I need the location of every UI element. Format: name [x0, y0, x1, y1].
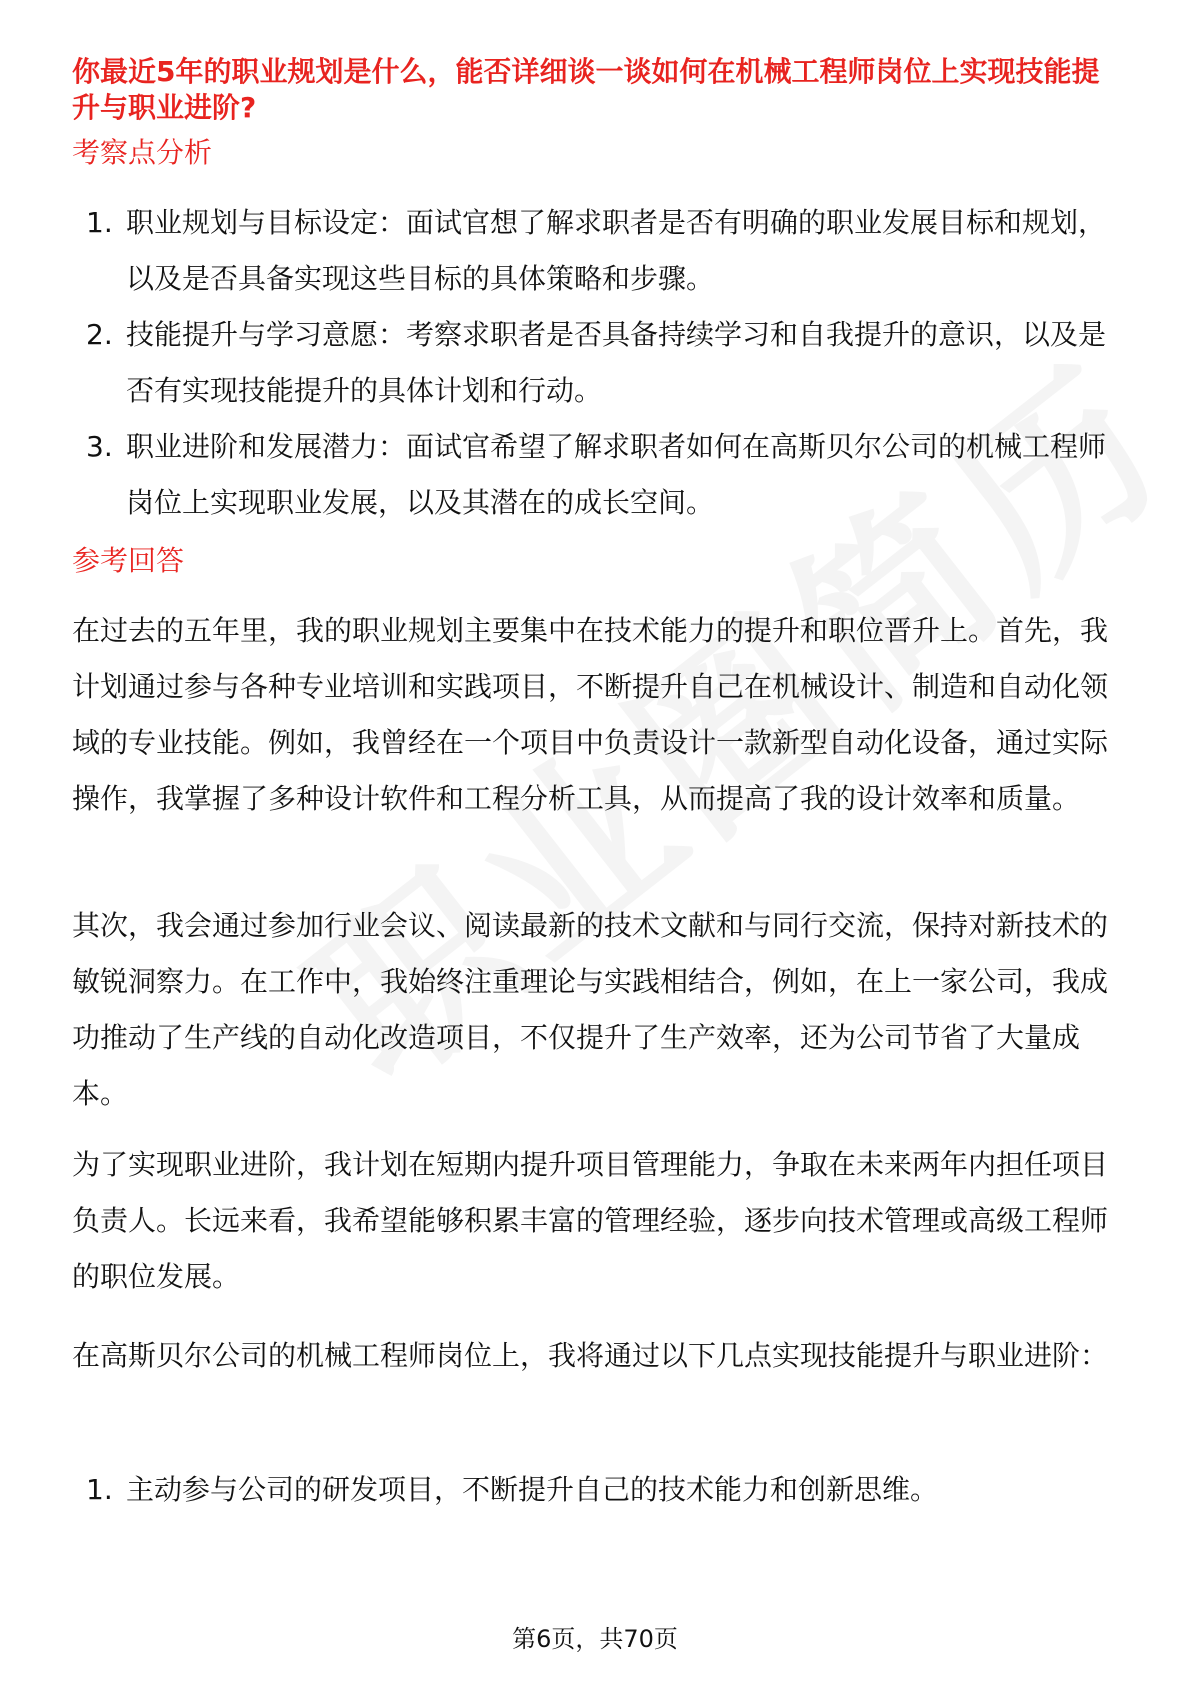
analysis-list-item: [0, 195, 1190, 307]
answer-list: [0, 1462, 1190, 1518]
answer-section-title: 参考回答: [72, 544, 185, 577]
list-number: 3.: [86, 430, 113, 463]
analysis-list-item: [0, 307, 1190, 419]
list-item-text: 技能提升与学习意愿：考察求职者是否具备持续学习和自我提升的意识，以及是否有实现技能提升的具体计划和行动。: [126, 318, 1107, 407]
page-footer: 第6页，共70页: [512, 1625, 678, 1653]
list-number: 1.: [86, 1473, 113, 1506]
list-number: 2.: [86, 318, 113, 351]
answer-paragraph: 为了实现职业进阶，我计划在短期内提升项目管理能力，争取在未来两年内担任项目负责人。长远来看，我希望能够积累丰富的管理经验，逐步向技术管理或高级工程师的职位发展。: [72, 1148, 1109, 1293]
answer-paragraph: 其次，我会通过参加行业会议、阅读最新的技术文献和与同行交流，保持对新技术的敏锐洞察力。在工作中，我始终注重理论与实践相结合，例如，在上一家公司，我成功推动了生产线的自动化改造项目，不仅提升了生产效率，还为公司节省了大量成本。: [72, 909, 1109, 1110]
analysis-list: [0, 195, 1190, 531]
answer-list-item: [0, 1462, 1190, 1518]
list-item-text: 主动参与公司的研发项目，不断提升自己的技术能力和创新思维。: [126, 1473, 939, 1506]
analysis-list-item: [0, 419, 1190, 531]
list-number: 1.: [86, 206, 113, 239]
question-heading: 你最近5年的职业规划是什么，能否详细谈一谈如何在机械工程师岗位上实现技能提升与职业进阶?: [72, 55, 1100, 124]
list-item-text: 职业规划与目标设定：面试官想了解求职者是否有明确的职业发展目标和规划，以及是否具备实现这些目标的具体策略和步骤。: [126, 206, 1107, 295]
answer-paragraph: 在高斯贝尔公司的机械工程师岗位上，我将通过以下几点实现技能提升与职业进阶：: [72, 1339, 1109, 1372]
analysis-section-title: 考察点分析: [72, 136, 213, 169]
list-item-text: 职业进阶和发展潜力：面试官希望了解求职者如何在高斯贝尔公司的机械工程师岗位上实现职业发展，以及其潜在的成长空间。: [126, 430, 1107, 519]
answer-paragraph: 在过去的五年里，我的职业规划主要集中在技术能力的提升和职位晋升上。首先，我计划通过参与各种专业培训和实践项目，不断提升自己在机械设计、制造和自动化领域的专业技能。例如，我曾经在一个项目中负责设计一款新型自动化设备，通过实际操作，我掌握了多种设计软件和工程分析工具，从而提高了我的设计效率和质量。: [72, 614, 1109, 815]
